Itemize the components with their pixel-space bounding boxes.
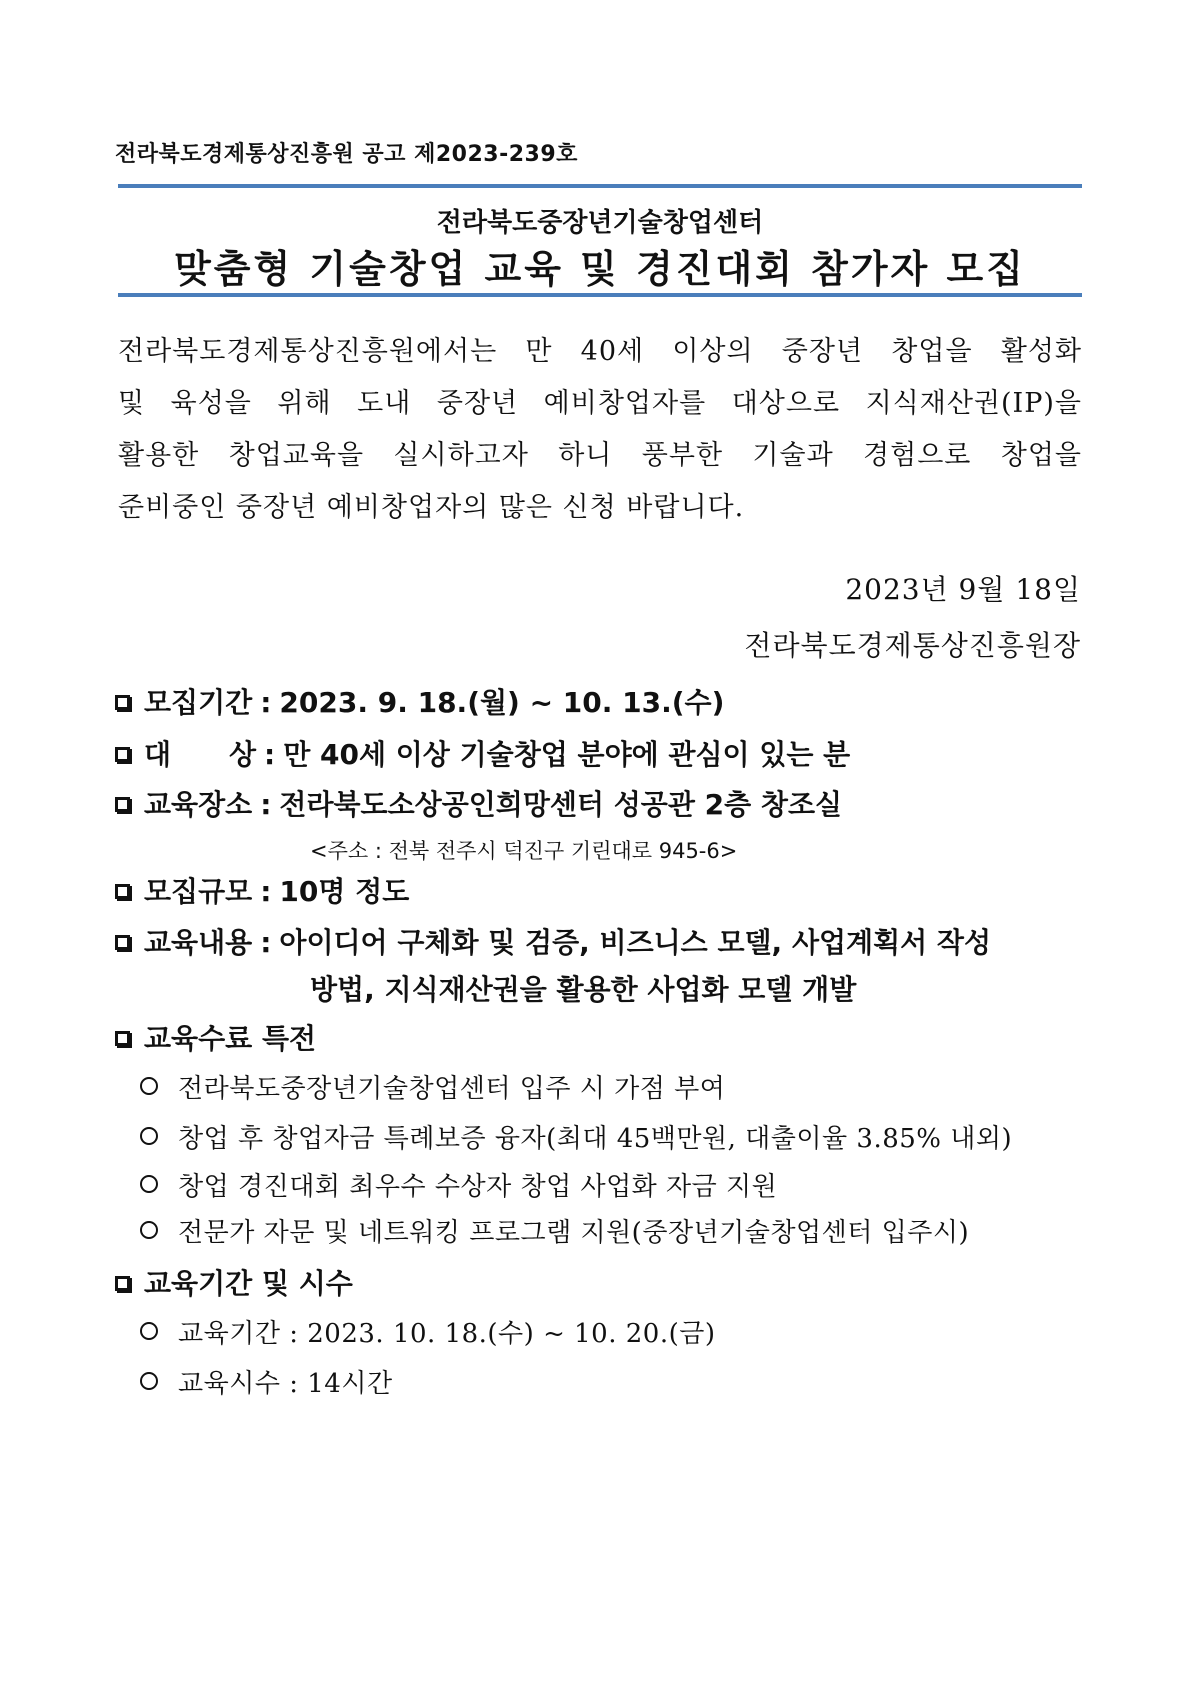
- circle-icon: [140, 1221, 158, 1239]
- benefit-item: [140, 1118, 1012, 1155]
- item-label: 교육내용: [144, 926, 253, 959]
- section-heading: 교육기간 및 시수: [144, 1267, 353, 1300]
- benefit-text: 창업 경진대회 최우수 수상자 창업 사업화 자금 지원: [178, 1172, 778, 1202]
- separator: :: [260, 875, 272, 908]
- item-value: 아이디어 구체화 및 검증, 비즈니스 모델, 사업계획서 작성: [279, 926, 992, 959]
- circle-icon: [140, 1077, 158, 1095]
- item-value: 만 40세 이상 기술창업 분야에 관심이 있는 분: [283, 738, 851, 771]
- notice-number: 전라북도경제통상진흥원 공고 제2023-239호: [115, 142, 578, 167]
- shadowed-square-icon: [115, 747, 130, 762]
- issue-date: 2023년 9월 18일: [845, 573, 1081, 606]
- benefit-item: [140, 1166, 777, 1203]
- benefit-item: [140, 1212, 969, 1249]
- circle-icon: [140, 1175, 158, 1193]
- item-target: [115, 733, 850, 773]
- item-label: 교육장소: [144, 788, 253, 821]
- item-value: 2023. 9. 18.(월) ~ 10. 13.(수): [279, 686, 725, 719]
- schedule-item: [140, 1313, 716, 1350]
- separator: :: [260, 926, 272, 959]
- item-period: [115, 681, 724, 721]
- benefit-item: [140, 1068, 725, 1105]
- shadowed-square-icon: [115, 797, 130, 812]
- separator: :: [260, 686, 272, 719]
- separator: :: [264, 738, 276, 771]
- item-value: 10명 정도: [279, 875, 410, 908]
- item-label-part: 대: [144, 738, 172, 771]
- benefit-text: 전문가 자문 및 네트워킹 프로그램 지원(중장년기술창업센터 입주시): [178, 1218, 970, 1248]
- separator: :: [260, 788, 272, 821]
- intro-line: 준비중인 중장년 예비창업자의 많은 신청 바랍니다.: [118, 492, 745, 523]
- item-scale: [115, 870, 409, 910]
- section-heading: 교육수료 특전: [144, 1022, 317, 1055]
- benefit-text: 전라북도중장년기술창업센터 입주 시 가점 부여: [178, 1074, 726, 1104]
- subtitle: 전라북도중장년기술창업센터: [436, 208, 764, 238]
- circle-icon: [140, 1322, 158, 1340]
- bottom-rule: [118, 293, 1082, 297]
- schedule-text: 교육시수 : 14시간: [178, 1369, 393, 1399]
- shadowed-square-icon: [115, 884, 130, 899]
- intro-line: 전라북도경제통상진흥원에서는 만 40세 이상의 중장년 창업을 활성화: [118, 336, 1082, 367]
- schedule-text: 교육기간 : 2023. 10. 18.(수) ~ 10. 20.(금): [178, 1319, 716, 1349]
- shadowed-square-icon: [115, 695, 130, 710]
- circle-icon: [140, 1127, 158, 1145]
- item-venue: [115, 783, 842, 823]
- shadowed-square-icon: [115, 935, 130, 950]
- item-label: 모집규모: [144, 875, 253, 908]
- intro-line: 및 육성을 위해 도내 중장년 예비창업자를 대상으로 지식재산권(IP)을: [118, 388, 1082, 419]
- venue-address: <주소 : 전북 전주시 덕진구 기린대로 945-6>: [310, 839, 738, 863]
- top-rule: [118, 184, 1082, 188]
- shadowed-square-icon: [115, 1276, 130, 1291]
- item-label-part: 상: [228, 738, 256, 771]
- benefits-heading: [115, 1017, 316, 1057]
- page-title: 맞춤형 기술창업 교육 및 경진대회 참가자 모집: [174, 247, 1026, 291]
- shadowed-square-icon: [115, 1031, 130, 1046]
- intro-line: 활용한 창업교육을 실시하고자 하니 풍부한 기술과 경험으로 창업을: [118, 440, 1082, 471]
- issuer: 전라북도경제통상진흥원장: [744, 629, 1081, 662]
- circle-icon: [140, 1372, 158, 1390]
- intro-paragraph: [118, 326, 1082, 534]
- item-label: 모집기간: [144, 686, 253, 719]
- item-content: [115, 921, 991, 961]
- benefit-text: 창업 후 창업자금 특례보증 융자(최대 45백만원, 대출이율 3.85% 내외): [178, 1124, 1013, 1154]
- schedule-heading: [115, 1262, 353, 1302]
- item-value: 전라북도소상공인희망센터 성공관 2층 창조실: [279, 788, 843, 821]
- item-content-continued: 방법, 지식재산권을 활용한 사업화 모델 개발: [310, 973, 857, 1006]
- schedule-item: [140, 1363, 393, 1400]
- item-label: [144, 733, 256, 773]
